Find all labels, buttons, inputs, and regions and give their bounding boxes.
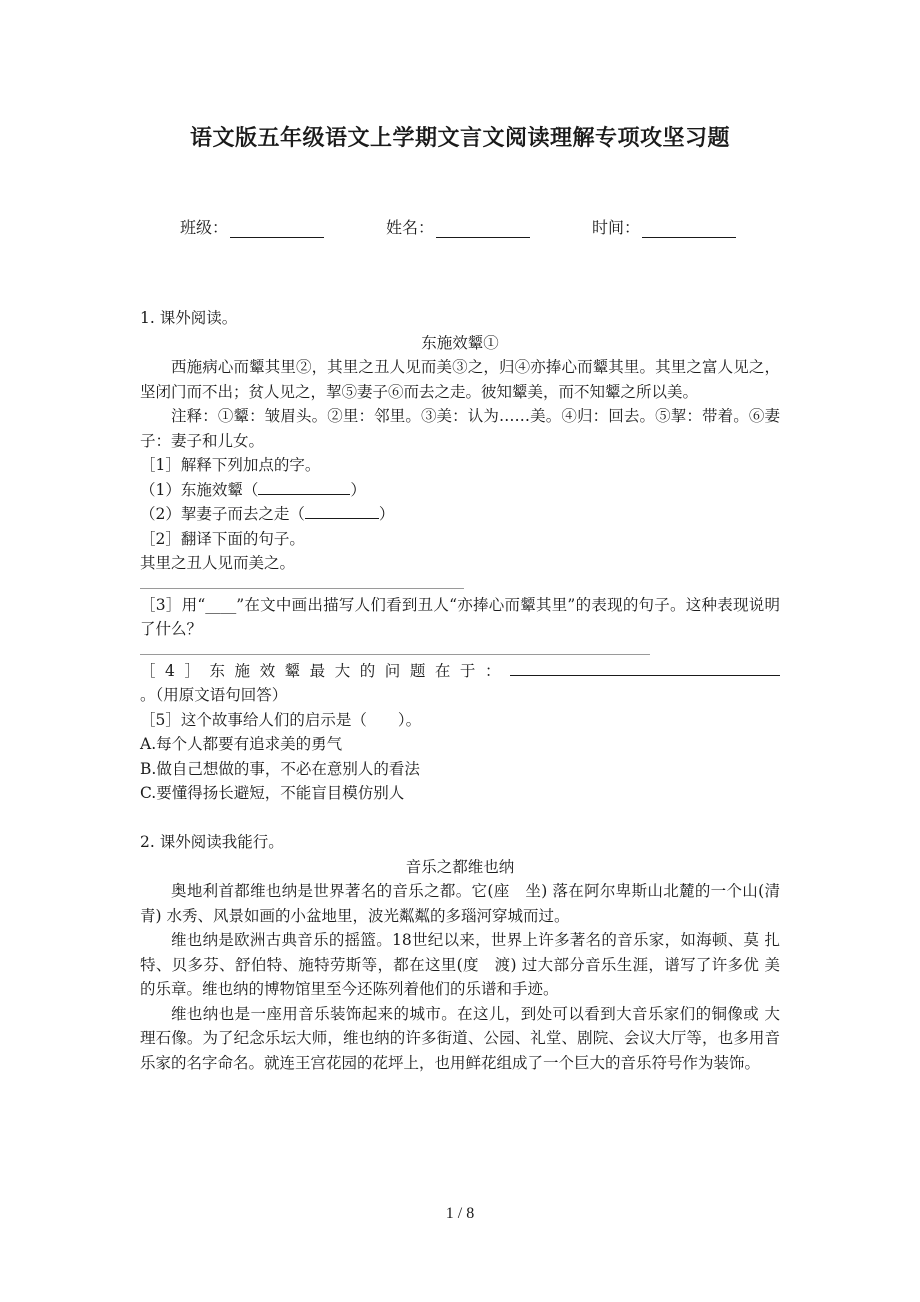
q1-sub5-option-b[interactable]: B.做自己想做的事，不必在意别人的看法	[140, 759, 420, 778]
name-label: 姓名：	[386, 218, 435, 237]
q1-sub4-prompt	[140, 659, 780, 708]
q1-sub5-option-a[interactable]: A.每个人都要有追求美的勇气	[140, 735, 343, 753]
q1-sub1-item1-text: （1）东施效颦（	[140, 480, 259, 499]
q1-passage: 西施病心而颦其里②，其里之丑人见而美③之，归④亦捧心而颦其里。其里之富人见之，坚闭门而不出；贫人见之，挈⑤妻子⑥而去之走。彼知颦美，而不知颦之所以美。	[140, 358, 780, 401]
q1-passage-title: 东施效颦①	[421, 333, 499, 352]
time-label: 时间：	[592, 218, 641, 237]
time-blank[interactable]	[642, 221, 736, 238]
q2-paragraph-2: 维也纳是欧洲古典音乐的摇篮。18世纪以来，世界上许多著名的音乐家，如海顿、莫 扎特、贝多芬、舒伯特、施特劳斯等，都在这里(度 渡) 过大部分音乐生涯，谱写了许多优 美的乐章。维也纳的博物馆里至今还陈列着他们的乐谱和手迹。	[140, 931, 780, 998]
class-field	[180, 215, 324, 238]
page-number: 1 / 8	[445, 1205, 475, 1222]
q1-sub3-prompt-prefix: ［3］用“	[140, 595, 206, 614]
q1-notes: 注释：①颦：皱眉头。②里：邻里。③美：认为……美。④归：回去。⑤挈：带着。⑥妻子：妻子和儿女。	[140, 407, 780, 450]
q1-sub2-prompt: ［2］翻译下面的句子。	[140, 529, 305, 548]
q1-sub1-item2-blank[interactable]	[305, 503, 379, 519]
q1-sub2-sentence: 其里之丑人见而美之。	[140, 554, 296, 572]
q1-sub5-prompt: ［5］这个故事给人们的启示是（ ）。	[140, 710, 422, 729]
time-field	[592, 215, 736, 238]
q1-sub3-prompt	[140, 593, 780, 642]
q1-sub4-prompt-suffix: 。（用原文语句回答）	[140, 686, 288, 704]
name-blank[interactable]	[436, 221, 530, 238]
q2-passage-title: 音乐之都维也纳	[405, 857, 515, 876]
q1-sub5-option-c[interactable]: C.要懂得扬长避短，不能盲目模仿别人	[140, 784, 405, 802]
q1-heading: 1. 课外阅读。	[140, 309, 238, 327]
class-blank[interactable]	[230, 221, 324, 238]
q2-paragraph-1: 奥地利首都维也纳是世界著名的音乐之都。它(座 坐) 落在阿尔卑斯山北麓的一个山(清 青) 水秀、风景如画的小盆地里，波光粼粼的多瑙河穿城而过。	[140, 882, 796, 925]
q1-sub3-prompt-blank: ____	[205, 595, 237, 614]
document-title: 语文版五年级语文上学期文言文阅读理解专项攻坚习题	[189, 126, 730, 151]
class-label: 班级：	[180, 218, 229, 237]
q1-sub4-prompt-prefix: ［4］东施效颦最大的问题在于：	[140, 661, 510, 680]
q2-paragraph-3: 维也纳也是一座用音乐装饰起来的城市。在这儿，到处可以看到大音乐家们的铜像或 大理石像。为了纪念乐坛大师，维也纳的许多街道、公园、礼堂、剧院、会议大厅等，也多用音 乐家的名字命名。就连王宫花园的花坪上，也用鲜花组成了一个巨大的音乐符号作为装饰。	[140, 1004, 780, 1072]
q1-sub1-item2-text: （2）挈妻子而去之走（	[140, 505, 305, 523]
name-field	[386, 215, 530, 238]
q2-heading: 2. 课外阅读我能行。	[140, 833, 284, 851]
document-body	[140, 306, 796, 1075]
q1-sub1-item1-close: ）	[350, 480, 366, 499]
q1-sub3-prompt-suffix: ”在文中画出描写人们看到丑人“亦捧心而颦其里”的表现的句子。这种表现说明了什么？	[140, 595, 780, 638]
q1-sub3-answer-line[interactable]	[140, 642, 650, 655]
q1-sub1-item1-blank[interactable]	[258, 479, 350, 495]
q1-sub1-item2-close: ）	[378, 505, 395, 523]
q1-sub1-item1	[140, 478, 780, 503]
q1-sub1-prompt: ［1］解释下列加点的字。	[140, 456, 321, 474]
q1-sub4-blank[interactable]	[510, 660, 780, 676]
q1-sub2-answer-line[interactable]	[140, 576, 464, 589]
q1-sub1-item2	[140, 502, 780, 527]
